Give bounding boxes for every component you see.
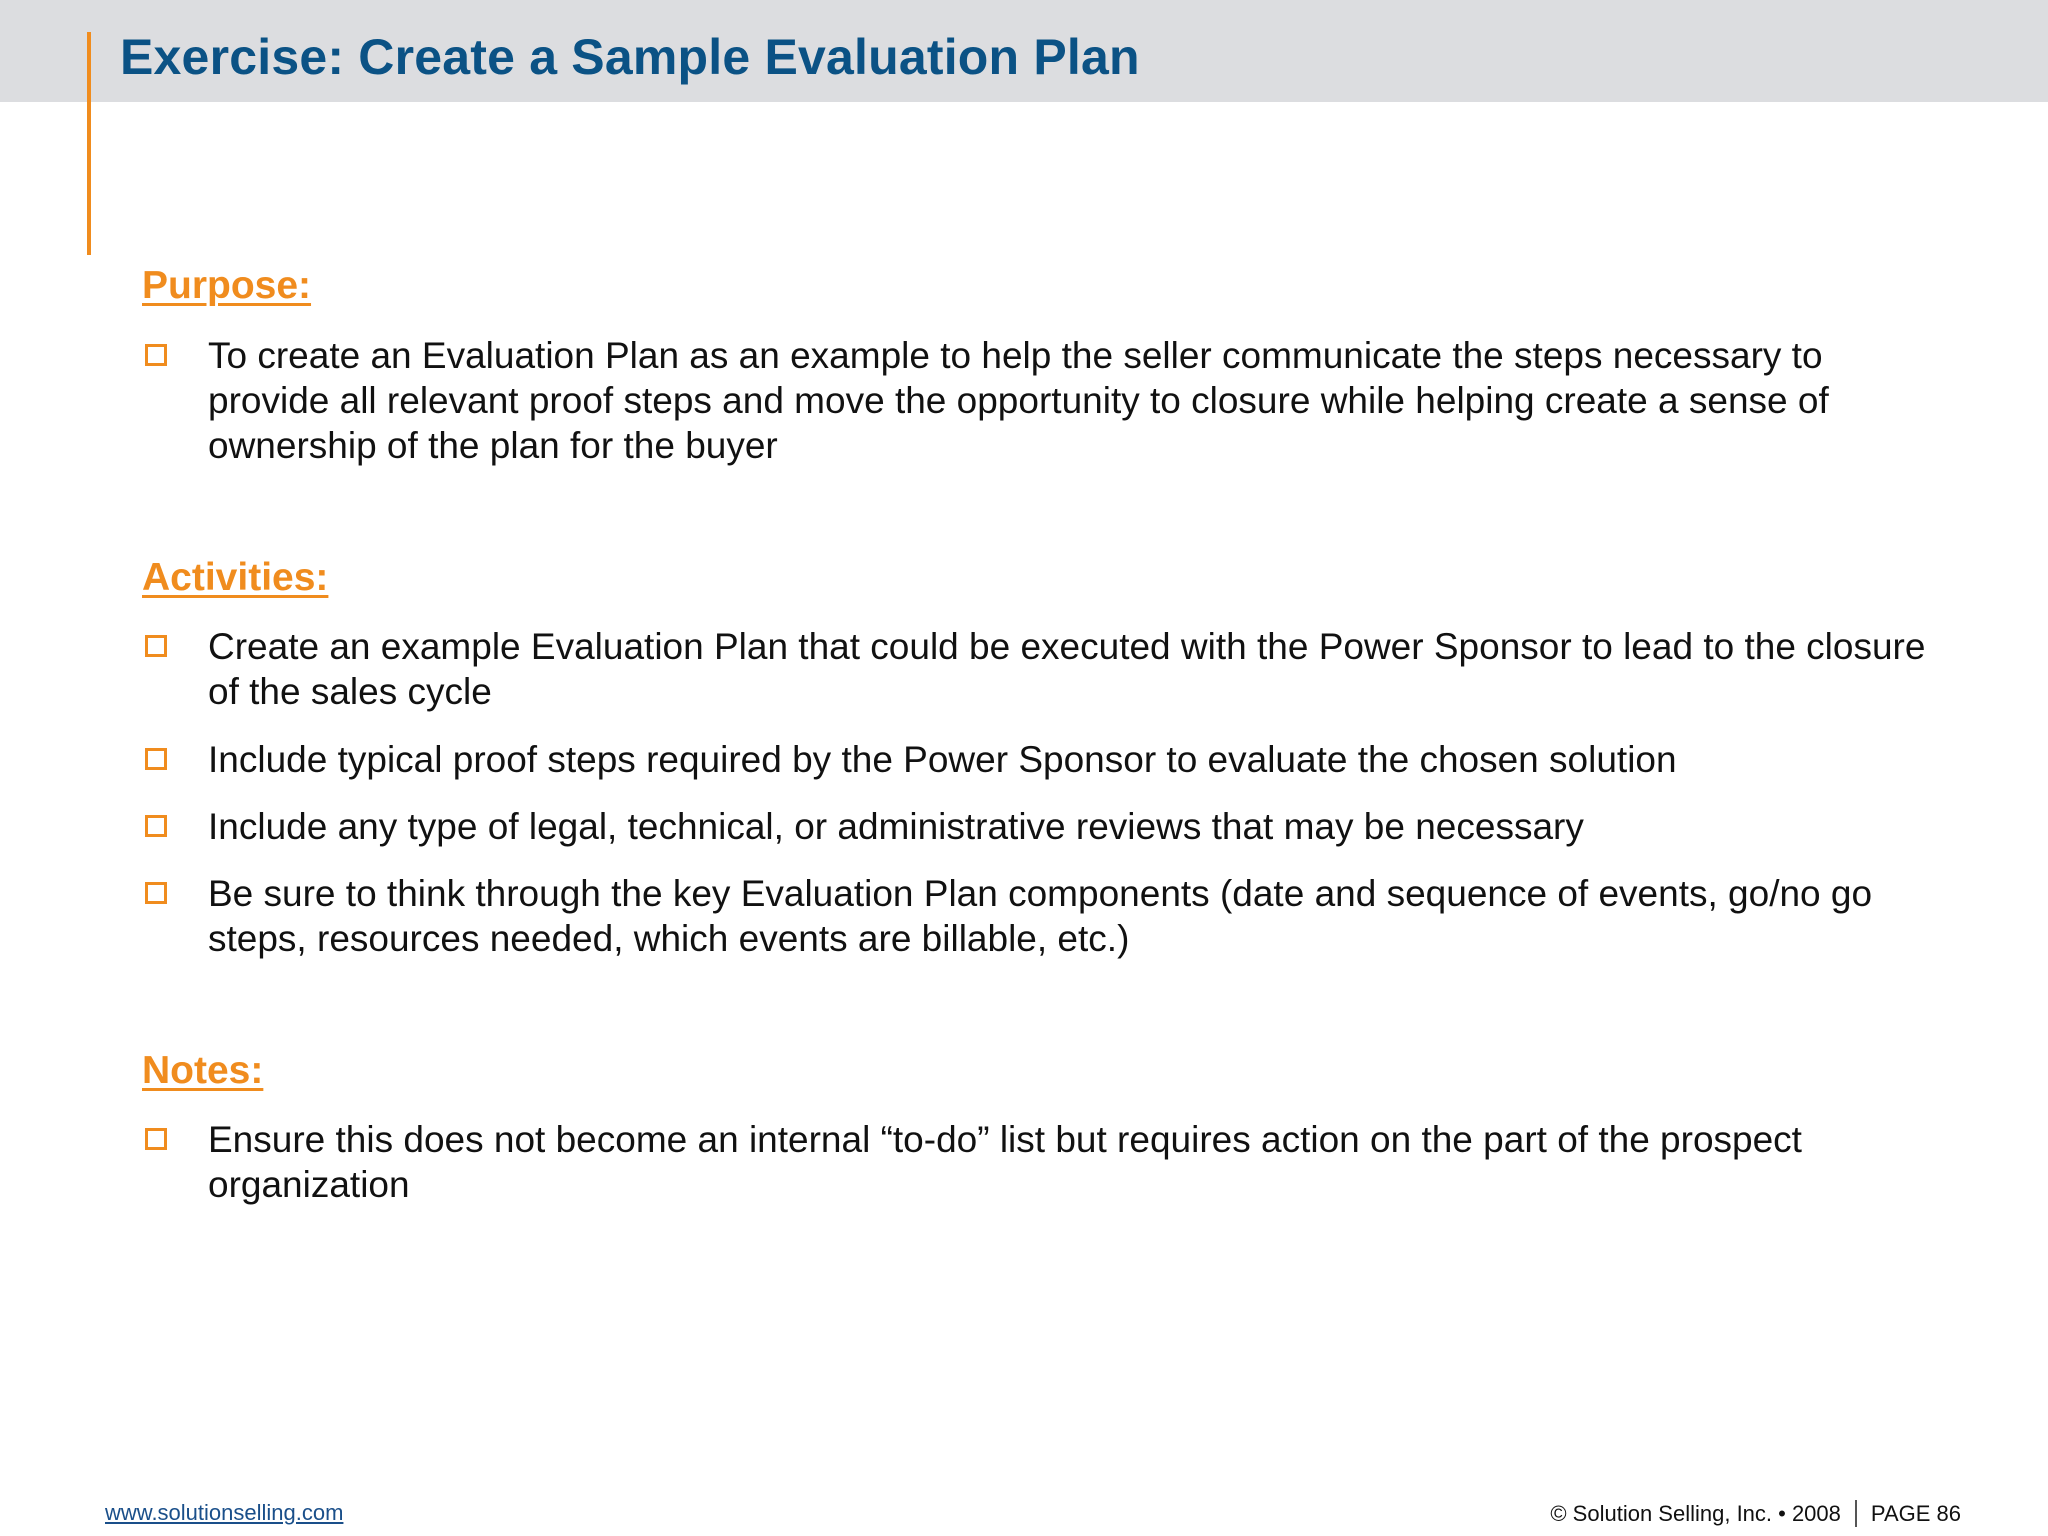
activities-item: [142, 804, 1942, 849]
purpose-item: [142, 333, 1942, 468]
footer-divider: [1855, 1500, 1857, 1527]
activities-heading: Activities:: [142, 556, 329, 599]
purpose-heading: Purpose:: [142, 264, 312, 307]
checkbox-icon: [145, 748, 167, 770]
activities-item-text: Include typical proof steps required by the Power Sponsor to evaluate the chosen solution: [208, 739, 1677, 780]
website-link[interactable]: www.solutionselling.com: [105, 1500, 344, 1525]
notes-item-text: Ensure this does not become an internal “to-do” list but requires action on the part of the prospect organization: [208, 1119, 1802, 1205]
checkbox-icon: [145, 882, 167, 904]
page-title: Exercise: Create a Sample Evaluation Plan: [120, 29, 1140, 85]
notes-heading: Notes:: [142, 1049, 264, 1092]
checkbox-icon: [145, 815, 167, 837]
copyright-text: © Solution Selling, Inc. • 2008: [1550, 1500, 1841, 1526]
accent-bar: [87, 32, 91, 255]
purpose-item-text: To create an Evaluation Plan as an example to help the seller communicate the steps necessary to provide all relevant proof steps and move the opportunity to closure while helping create a sense of ownership of the plan for the buyer: [208, 335, 1829, 466]
checkbox-icon: [145, 344, 167, 366]
activities-item: [142, 871, 1942, 961]
activities-item: [142, 737, 1942, 782]
page-number: PAGE 86: [1870, 1500, 1961, 1526]
activities-item-text: Create an example Evaluation Plan that could be executed with the Power Sponsor to lead to the closure of the sales cycle: [208, 626, 1926, 712]
activities-item-text: Be sure to think through the key Evaluation Plan components (date and sequence of events, go/no go steps, resources needed, which events are billable, etc.): [208, 873, 1873, 959]
notes-item: [142, 1117, 1942, 1207]
checkbox-icon: [145, 635, 167, 657]
activities-item-text: Include any type of legal, technical, or administrative reviews that may be necessary: [208, 806, 1584, 847]
footer-info: [1550, 1500, 1961, 1527]
checkbox-icon: [145, 1128, 167, 1150]
activities-item: [142, 624, 1942, 714]
